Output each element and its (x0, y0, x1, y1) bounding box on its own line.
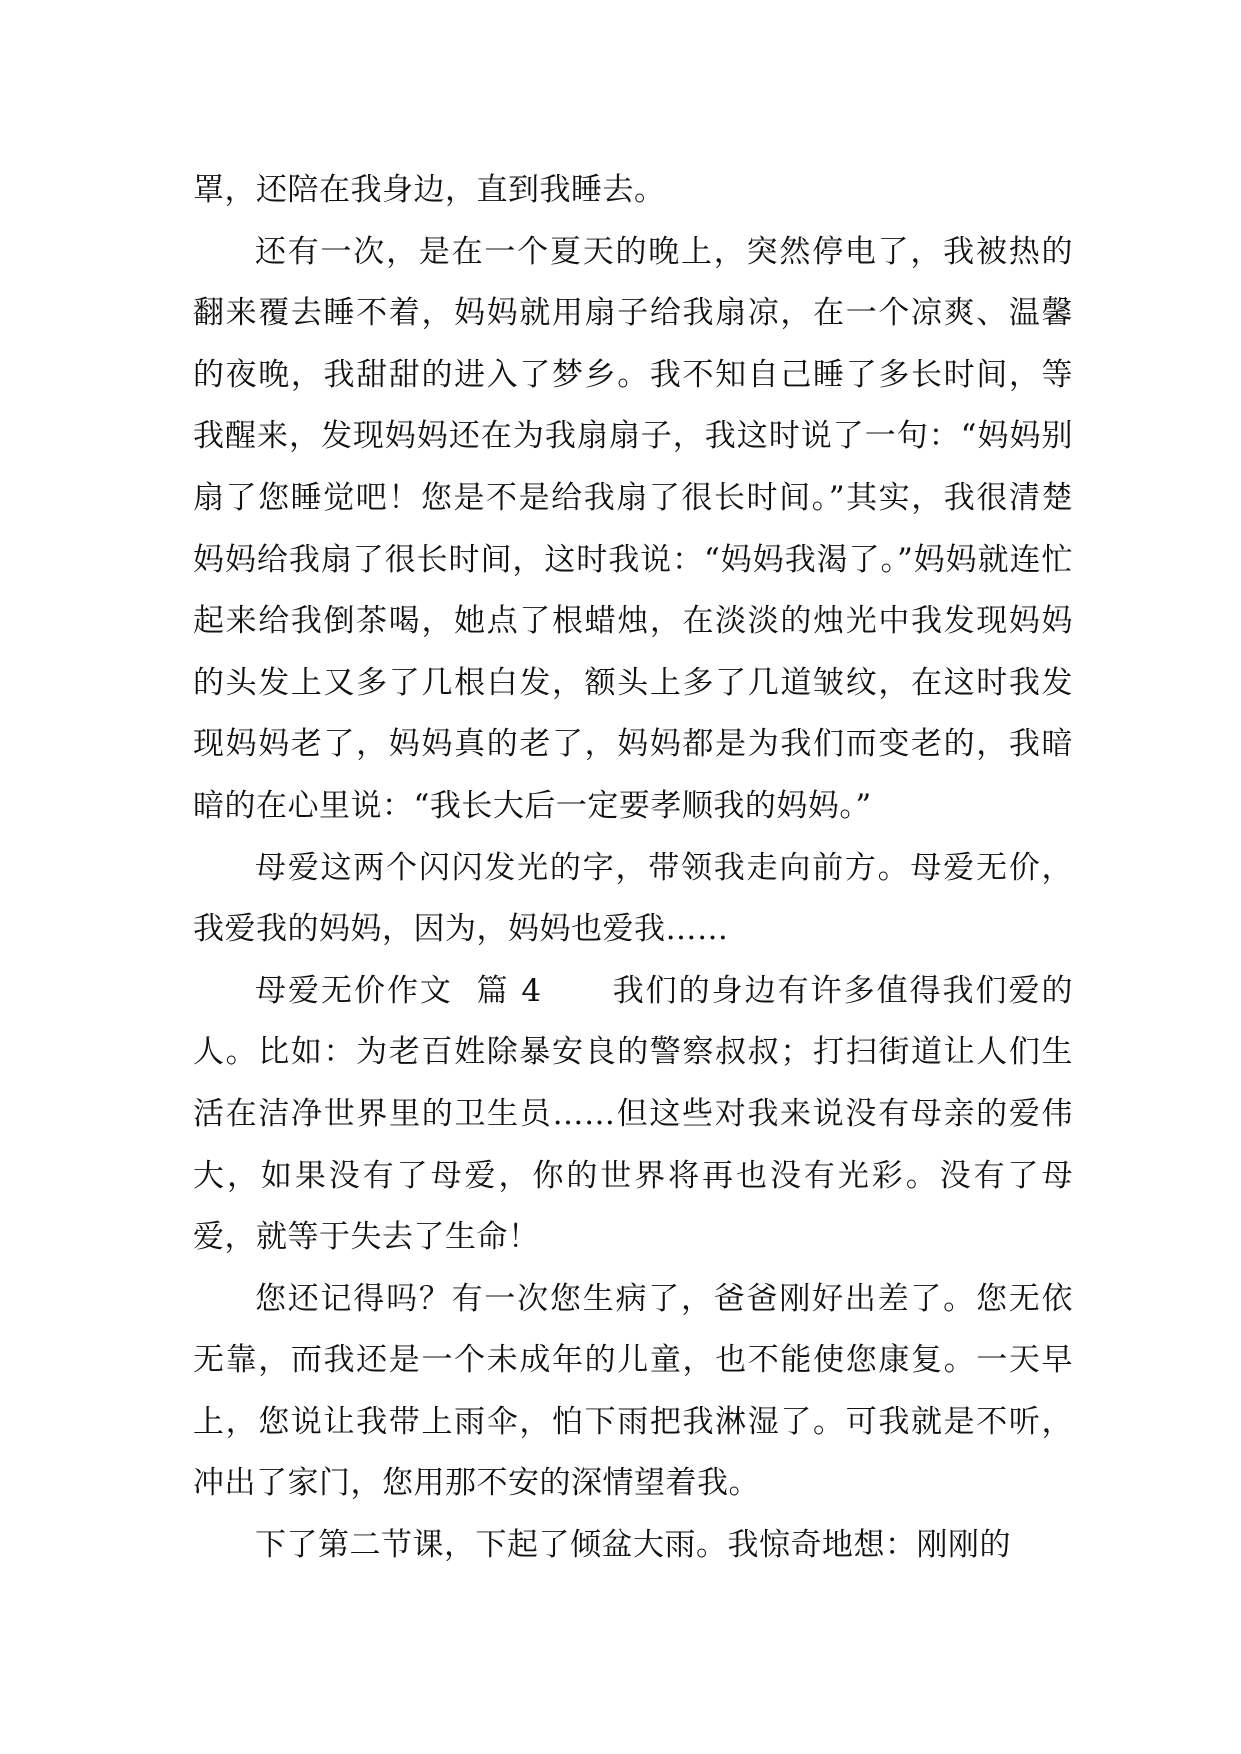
section-heading: 母爱无价作文 篇 4 (255, 972, 542, 1009)
paragraph-5: 您还记得吗？有一次您生病了，爸爸刚好出差了。您无依无靠，而我还是一个未成年的儿童，也不能使您康复。一天早上，您说让我带上雨伞，怕下雨把我淋湿了。可我就是不听，冲出了家门，您用那不安的深情望着我。 (193, 1280, 1073, 1502)
paragraph-2: 还有一次，是在一个夏天的晚上，突然停电了，我被热的翻来覆去睡不着，妈妈就用扇子给我扇凉，在一个凉爽、温馨的夜晚，我甜甜的进入了梦乡。我不知自己睡了多长时间，等我醒来，发现妈妈还在为我扇扇子，我这时说了一句：“妈妈别扇了您睡觉吧！您是不是给我扇了很长时间。”其实，我很清楚妈妈给我扇了很长时间，这时我说：“妈妈我渴了。”妈妈就连忙起来给我倒茶喝，她点了根蜡烛，在淡淡的烛光中我发现妈妈的头发上又多了几根白发，额头上多了几道皱纹，在这时我发现妈妈老了，妈妈真的老了，妈妈都是为我们而变老的，我暗暗的在心里说：“我长大后一定要孝顺我的妈妈。” (193, 233, 1073, 824)
document-body (193, 160, 1073, 1577)
paragraph-4-text: 我们的身边有许多值得我们爱的人。比如：为老百姓除暴安良的警察叔叔；打扫街道让人们生活在洁净世界里的卫生员……但这些对我来说没有母亲的爱伟大，如果没有了母爱，你的世界将再也没有光彩。没有了母爱，就等于失去了生命！ (193, 972, 1073, 1256)
paragraph-1: 罩，还陪在我身边，直到我睡去。 (193, 172, 666, 208)
paragraph-3: 母爱这两个闪闪发光的字，带领我走向前方。母爱无价，我爱我的妈妈，因为，妈妈也爱我…… (193, 849, 1073, 948)
paragraph-6: 下了第二节课，下起了倾盆大雨。我惊奇地想：刚刚的 (255, 1527, 1011, 1564)
heading-gap (542, 973, 613, 1009)
paragraph-4 (193, 961, 1073, 1269)
